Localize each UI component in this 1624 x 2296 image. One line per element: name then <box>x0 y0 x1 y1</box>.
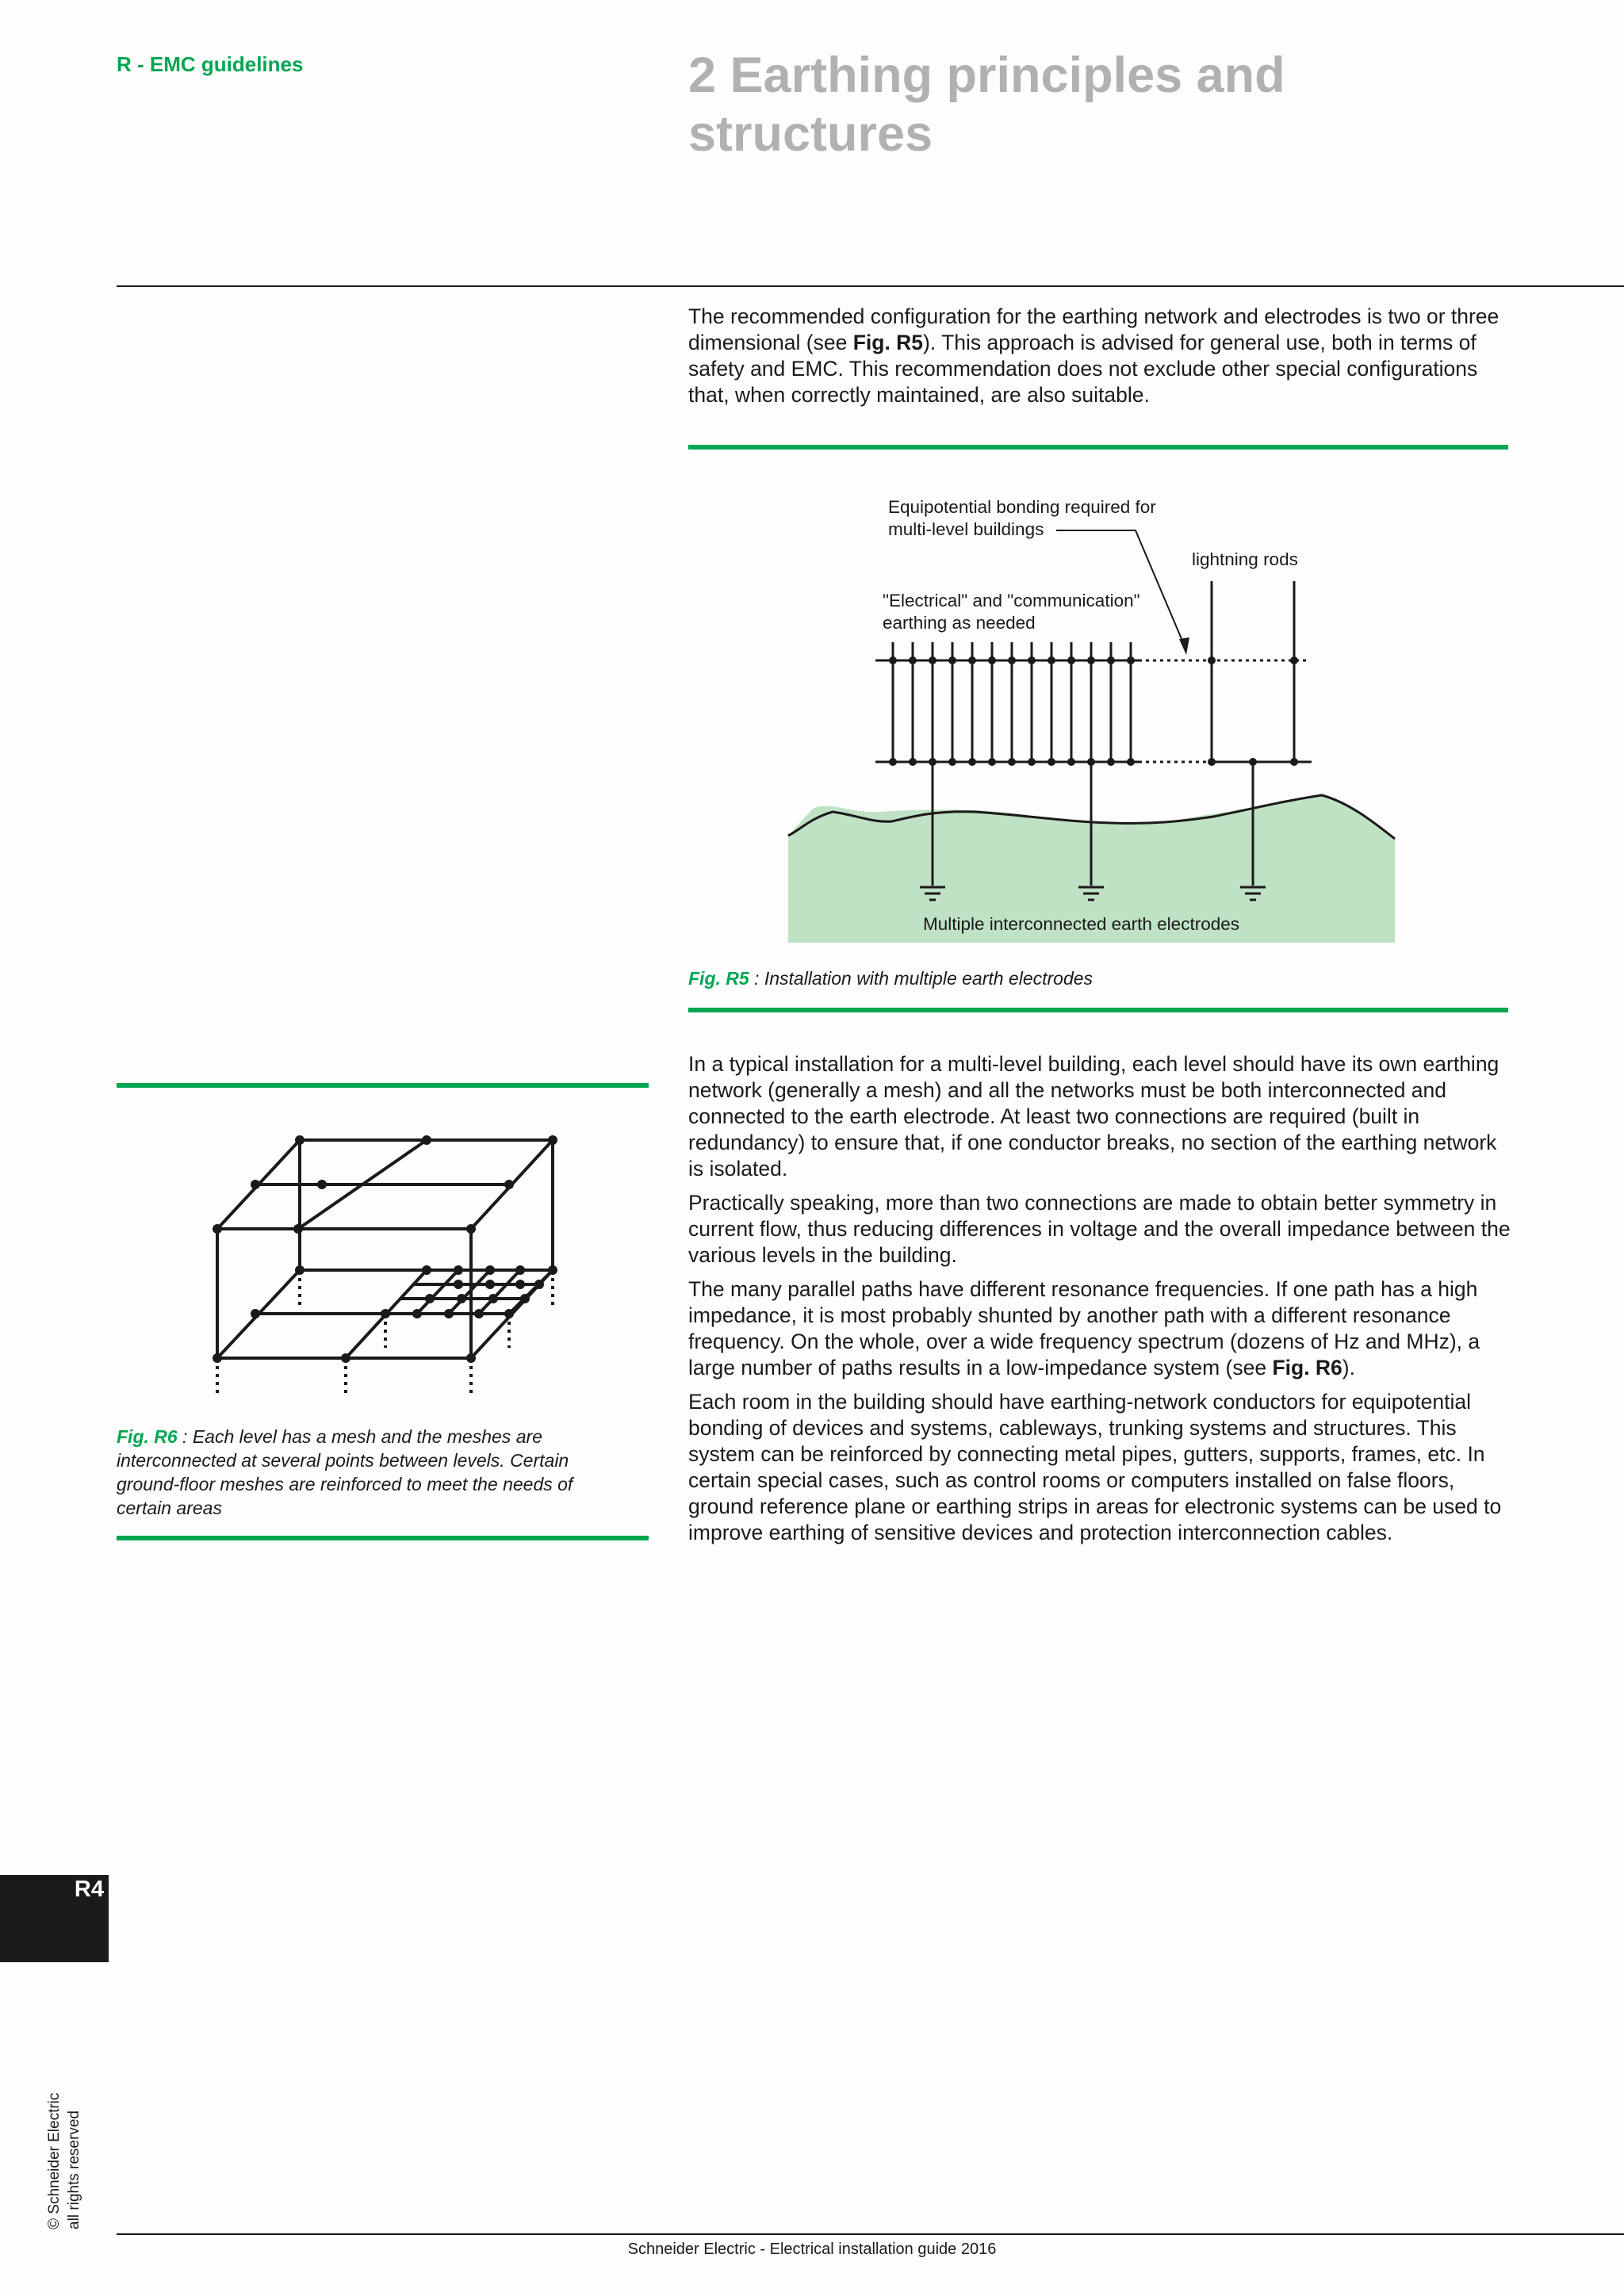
body-paragraph-1: In a typical installation for a multi-level building, each level should have its own earthing network (generally a mesh) and all the networks must be both interconnected and connected to the earth electrode. At least two connections are required (built in redundancy) to ensure that, if one conductor breaks, no section of the earthing network is isolated. <box>688 1052 1500 1181</box>
chapter-title: 2 Earthing principles and structures <box>688 48 1285 162</box>
body-text <box>688 1051 1513 1546</box>
fig-r6-caption <box>117 1425 624 1520</box>
fig-r5-label-bonding-1: Equipotential bonding required for <box>888 497 1156 517</box>
body-paragraph-3-text-1: The many parallel paths have different resonance frequencies. If one path has a high impedance, it is most probably shunted by another path with a different resonance frequency. On the whole, over a wide frequency spectrum (dozens of Hz and MHz), a large number of paths results in a low-impedance system (see <box>688 1277 1480 1380</box>
bonding-arrowhead <box>1179 637 1189 655</box>
fig-r5-diagram <box>0 0 1624 983</box>
intro-text-2: ). This approach is advised for general use, both in terms of safety and EMC. This recommendation does not exclude other special configurations that, when correctly maintained, are also suitable. <box>688 331 1478 407</box>
reinforced-mesh <box>385 1270 553 1314</box>
intro-figure-ref: Fig. R5 <box>852 331 924 354</box>
body-paragraph-3 <box>688 1276 1513 1381</box>
fig-r6-caption-text: : Each level has a mesh and the meshes are interconnected at several points between levels. Certain ground-floor meshes are reinforced to meet the needs of certain areas <box>117 1426 573 1518</box>
fig-r5-bottom-rule <box>688 1008 1508 1012</box>
copyright-notice <box>44 2093 84 2229</box>
connection-nodes <box>889 656 1298 766</box>
footer-text <box>0 2241 1624 2259</box>
footer-rule <box>117 2233 1624 2235</box>
copyright-line-1: © Schneider Electric <box>46 2092 63 2229</box>
footer-label: Schneider Electric - Electrical installation guide 2016 <box>627 2241 997 2258</box>
intro-text-1: The recommended configuration for the earthing network and electrodes is two or three dimensional (see <box>688 304 1500 354</box>
fig-r5-label-earthing-1: "Electrical" and "communication" <box>883 591 1140 610</box>
body-paragraph-2: Practically speaking, more than two connections are made to obtain better symmetry in current flow, thus reducing differences in voltage and the overall impedance between the various levels in the building. <box>688 1191 1511 1267</box>
fig-r5-label-earthing-2: earthing as needed <box>883 613 1036 633</box>
copyright-line-2: all rights reserved <box>66 2110 82 2229</box>
mesh-lines <box>217 1140 553 1358</box>
fig-r5-caption-text: : Installation with multiple earth electrodes <box>749 968 1094 989</box>
fig-r5-label-bonding-2: multi-level buildings <box>888 519 1044 539</box>
fig-r6-bottom-rule <box>117 1536 649 1540</box>
section-label: R - EMC guidelines <box>117 52 304 76</box>
page-number: R4 <box>74 1877 104 1902</box>
fig-r6-caption-ref: Fig. R6 <box>117 1426 178 1447</box>
fig-r5-label-electrodes: Multiple interconnected earth electrodes <box>923 914 1239 934</box>
body-paragraph-3-text-2: ). <box>1342 1356 1355 1380</box>
fig-r5-caption-ref: Fig. R5 <box>688 968 749 989</box>
fig-r6-top-rule <box>117 1083 649 1088</box>
fig-r5-label-lightning-rods: lightning rods <box>1192 549 1298 569</box>
page-number-tab <box>0 1875 109 1962</box>
fig-r6-diagram <box>0 1110 650 1411</box>
body-paragraph-3-ref: Fig. R6 <box>1272 1356 1342 1380</box>
fig-r5-caption <box>688 966 1508 990</box>
body-paragraph-4: Each room in the building should have earthing-network conductors for equipotential bonding of devices and systems, cableways, trunking systems and structures. This system can be reinforced by connecting metal pipes, gutters, supports, frames, etc. In certain special cases, such as control rooms or computers installed on false floors, ground reference plane or earthing strips in areas for electronic systems can be used to improve earthing of sensitive devices and protection interconnection cables. <box>688 1390 1502 1544</box>
